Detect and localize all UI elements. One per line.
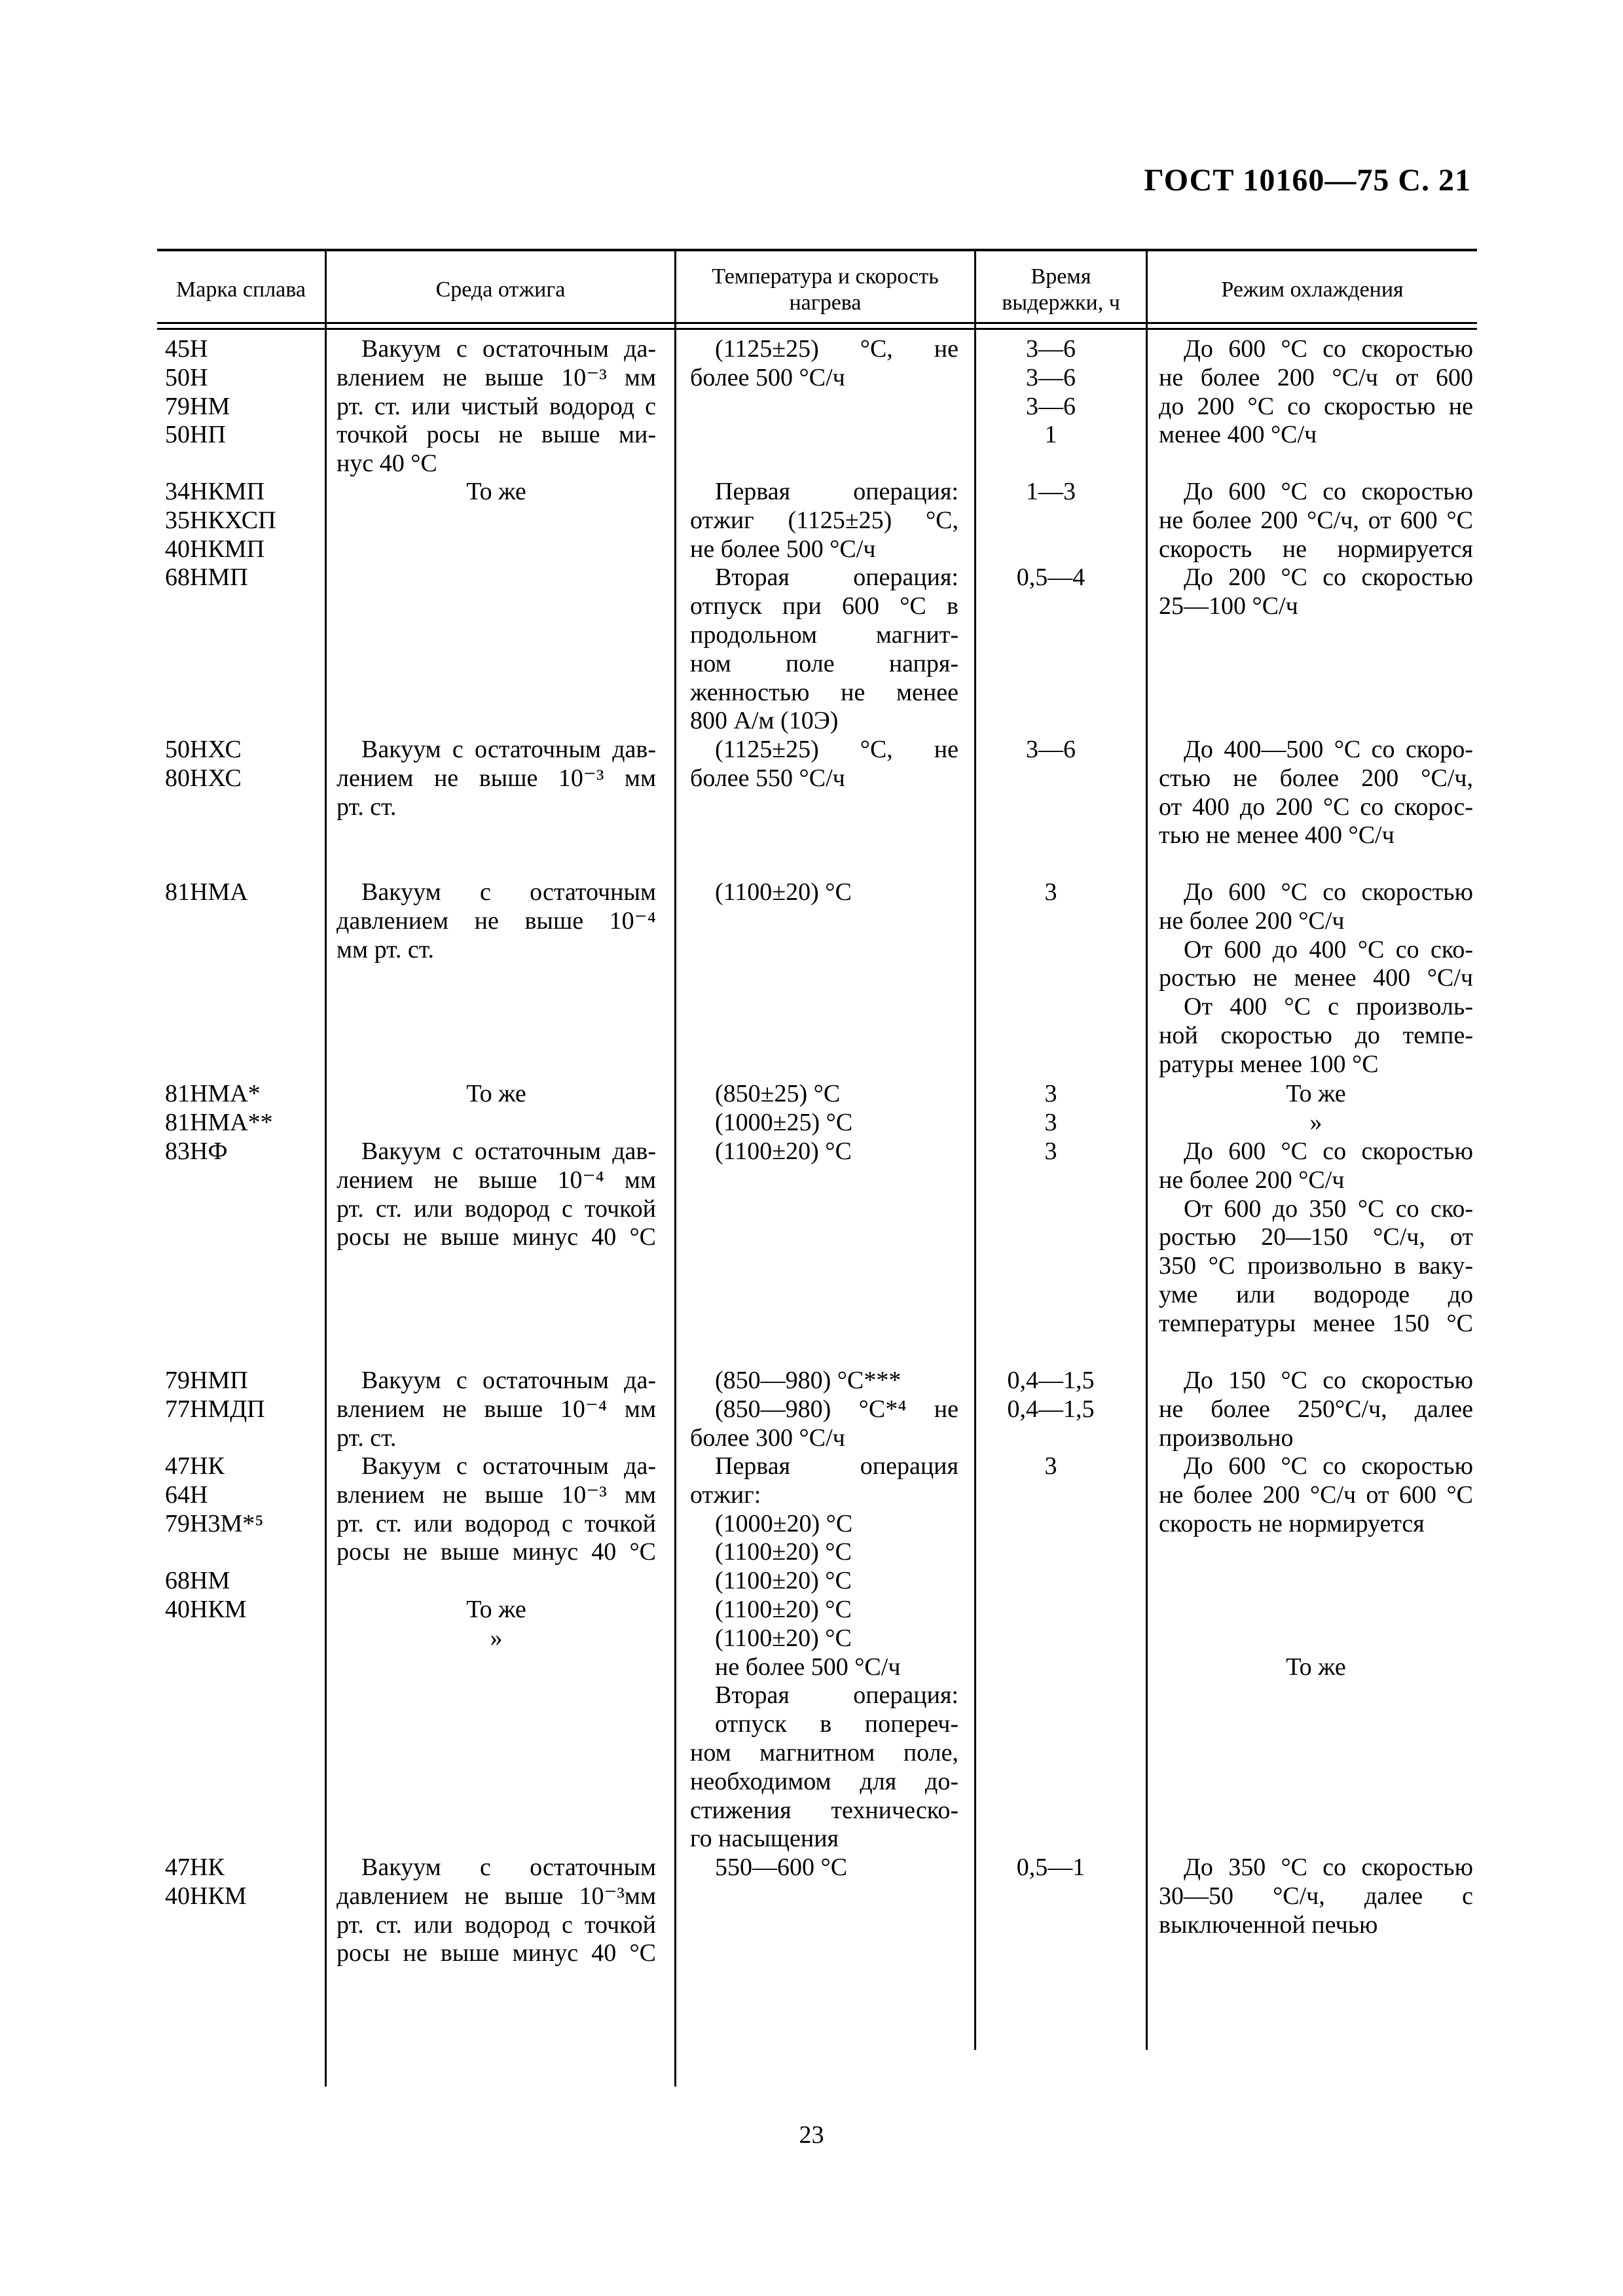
- table-cell-temp: [690, 1080, 958, 1166]
- cell-line: росы не выше минус 40 °С: [337, 1223, 656, 1251]
- cell-line: тью не менее 400 °С/ч: [1159, 821, 1395, 850]
- cell-line: 3: [1044, 1108, 1057, 1136]
- cell-line: 3—6: [1026, 363, 1076, 391]
- table-cell-time: [976, 335, 1126, 450]
- cell-line: рт. ст. или чистый водород с: [337, 392, 656, 420]
- cell-line: До 400—500 °С со скоро-: [1184, 736, 1473, 763]
- cell-line: 50НХС: [165, 736, 242, 763]
- cell-line: Вакуум с остаточным: [361, 878, 656, 906]
- table-cell-temp: [690, 1452, 958, 1854]
- table-cell-env: [337, 878, 656, 964]
- cell-line: То же: [466, 478, 526, 505]
- cell-line: Вакуум с остаточным дав-: [361, 736, 656, 763]
- cell-line: Первая операция: [715, 1452, 958, 1480]
- column-header-env-line: Среда отжига: [435, 278, 566, 302]
- cell-line: не более 200 °С/ч от 600: [1159, 363, 1473, 391]
- table-cell-time: [976, 736, 1126, 764]
- table-cell-cool: [1159, 1080, 1473, 1138]
- cell-line: рт. ст. или водород с точкой: [337, 1509, 656, 1537]
- cell-line: 68НМП: [165, 564, 248, 592]
- table-cell-env: [337, 1596, 656, 1653]
- cell-line: давлением не выше 10⁻³мм: [337, 1882, 656, 1910]
- cell-line: до 200 °С со скоростью не: [1159, 392, 1473, 420]
- cell-line: (850—980) °С*⁴ не: [715, 1395, 958, 1423]
- cell-line: более 550 °С/ч: [690, 764, 845, 792]
- cell-line: отпуск при 600 °С в: [690, 592, 958, 620]
- cell-line: необходимом для до-: [690, 1767, 958, 1795]
- table-cell-mark: [165, 1367, 316, 1424]
- cell-line: 0,5—1: [1016, 1854, 1085, 1881]
- table-cell-env: [337, 1452, 656, 1567]
- table-cell-cool: [1159, 335, 1473, 450]
- cell-line: отжиг (1125±25) °С,: [690, 506, 958, 534]
- cell-line: 83НФ: [165, 1137, 228, 1165]
- cell-line: 79Н3М*⁵: [165, 1509, 264, 1537]
- cell-line: 40НКМ: [165, 1882, 247, 1910]
- table-cell-cool: [1159, 1138, 1473, 1338]
- cell-line: 47НК: [165, 1452, 225, 1480]
- table-cell-env: [337, 736, 656, 821]
- cell-line: Вакуум с остаточным дав-: [361, 1138, 656, 1165]
- cell-line: рт. ст.: [337, 1424, 397, 1452]
- table-cell-temp: [690, 478, 958, 736]
- cell-line: росы не выше минус 40 °С: [337, 1939, 656, 1967]
- table-top-rule: [157, 249, 1477, 251]
- cell-line: До 600 °С со скоростью: [1184, 335, 1473, 363]
- cell-line: давлением не выше 10⁻⁴: [337, 906, 656, 935]
- table-cell-mark: [165, 878, 316, 907]
- cell-line: 40НКМП: [165, 535, 265, 563]
- cell-line: То же: [466, 1596, 526, 1623]
- table-cell-mark: [165, 1854, 316, 1911]
- cell-line: 81НМА**: [165, 1108, 273, 1136]
- cell-line: 800 А/м (10Э): [690, 707, 839, 735]
- table-cell-env: [337, 335, 656, 478]
- document-header-title: ГОСТ 10160—75 С. 21: [1144, 163, 1471, 198]
- column-header-time-line: выдержки, ч: [1002, 291, 1120, 315]
- cell-line: 45Н: [165, 335, 208, 363]
- cell-line: росы не выше минус 40 °С: [337, 1538, 656, 1566]
- table-cell-mark: [165, 1080, 316, 1166]
- cell-line: До 600 °С со скоростью: [1184, 878, 1473, 906]
- table-cell-mark: [165, 478, 316, 592]
- cell-line: [976, 507, 1126, 535]
- cell-line: Вакуум с остаточным: [361, 1854, 656, 1881]
- cell-line: Вторая операция:: [715, 1681, 958, 1710]
- cell-line: го насыщения: [690, 1825, 839, 1853]
- cell-line: 30—50 °С/ч, далее с: [1159, 1882, 1473, 1910]
- cell-line: 79НМ: [165, 392, 230, 420]
- cell-line: Первая операция:: [715, 478, 958, 505]
- cell-line: стью не более 200 °С/ч,: [1159, 764, 1473, 792]
- table-cell-temp: [690, 736, 958, 793]
- cell-line: 0,5—4: [1016, 564, 1085, 592]
- cell-line: мм рт. ст.: [337, 935, 434, 963]
- cell-line: 0,4—1,5: [1007, 1367, 1095, 1394]
- cell-line: 3—6: [1026, 392, 1076, 420]
- cell-line: (1100±20) °С: [715, 878, 852, 906]
- cell-line: Вакуум с остаточным да-: [361, 1367, 656, 1394]
- cell-line: точкой росы не выше ми-: [337, 421, 656, 449]
- cell-line: не более 200 °С/ч, от 600 °С: [1159, 506, 1473, 534]
- table-cell-cool: [1159, 1452, 1473, 1538]
- table-cell-mark: [165, 335, 316, 450]
- cell-line: 79НМП: [165, 1367, 248, 1394]
- cell-line: От 600 до 400 °С со ско-: [1184, 935, 1473, 963]
- cell-line: влением не выше 10⁻³ мм: [337, 363, 656, 391]
- table-cell-time: [976, 1854, 1126, 1882]
- cell-line: 50НП: [165, 421, 226, 449]
- cell-line: 3: [1044, 1080, 1057, 1107]
- column-header-temp-line: нагрева: [789, 291, 862, 315]
- table-header-rule-double: [157, 328, 1477, 330]
- cell-line: (1100±20) °С: [715, 1567, 852, 1595]
- cell-line: рт. ст. или водород с точкой: [337, 1910, 656, 1939]
- cell-line: До 600 °С со скоростью: [1184, 1138, 1473, 1165]
- cell-line: рт. ст. или водород с точкой: [337, 1194, 656, 1223]
- column-header-mark-line: Марка сплава: [176, 278, 306, 302]
- column-header-cool: [1148, 253, 1477, 327]
- cell-line: (1100±20) °С: [715, 1595, 852, 1623]
- cell-line: ном магнитном поле,: [690, 1738, 958, 1767]
- cell-line: (1125±25) °С, не: [715, 736, 958, 763]
- column-divider-4: [1146, 250, 1148, 2050]
- cell-line: (1000±25) °С: [715, 1108, 853, 1136]
- cell-line: До 150 °С со скоростью: [1184, 1367, 1473, 1394]
- cell-line: скорость не нормируется: [1159, 1509, 1425, 1537]
- table-cell-env: [337, 1854, 656, 1968]
- cell-line: 3—6: [1026, 736, 1076, 763]
- table-cell-cool: [1159, 478, 1473, 621]
- cell-line: рт. ст.: [337, 793, 397, 821]
- column-header-temp-line: Температура и скорость: [712, 264, 939, 289]
- cell-line: не более 500 °С/ч: [690, 535, 876, 563]
- cell-line: 40НКМ: [165, 1595, 247, 1623]
- cell-line: лением не выше 10⁻³ мм: [337, 764, 656, 792]
- cell-line: »: [1309, 1108, 1322, 1136]
- cell-line: (1100±20) °С: [715, 1624, 852, 1652]
- table-cell-env: [337, 1138, 656, 1252]
- cell-line: 81НМА: [165, 878, 248, 906]
- cell-line: не более 500 °С/ч: [715, 1653, 901, 1681]
- cell-line: 1—3: [1026, 478, 1076, 505]
- cell-line: (1100±20) °С: [715, 1538, 852, 1566]
- table-cell-temp: [690, 335, 958, 393]
- cell-line: 34НКМП: [165, 478, 265, 505]
- cell-line: [165, 1538, 316, 1567]
- cell-line: 3—6: [1026, 335, 1076, 363]
- table-cell-env: [337, 1080, 656, 1109]
- cell-line: То же: [466, 1080, 526, 1107]
- cell-line: 3: [1044, 1137, 1057, 1165]
- cell-line: ростью не менее 400 °С/ч: [1159, 964, 1473, 992]
- cell-line: 0,4—1,5: [1007, 1395, 1095, 1423]
- cell-line: более 300 °С/ч: [690, 1424, 845, 1452]
- cell-line: (1125±25) °С, не: [715, 335, 958, 363]
- column-header-mark: [157, 253, 325, 327]
- table-cell-cool: [1159, 1367, 1473, 1452]
- column-header-time-line: Время: [1030, 264, 1091, 289]
- cell-line: От 400 °С с произволь-: [1184, 993, 1473, 1021]
- table-cell-temp: [690, 878, 958, 907]
- cell-line: не более 200 °С/ч: [1159, 1166, 1345, 1194]
- cell-line: скорость не нормируется: [1159, 535, 1473, 563]
- table-cell-env: [337, 1367, 656, 1452]
- cell-line: 80НХС: [165, 764, 242, 792]
- cell-line: От 600 до 350 °С со ско-: [1184, 1194, 1473, 1223]
- cell-line: нус 40 °С: [337, 450, 437, 478]
- cell-line: Вакуум с остаточным да-: [361, 335, 656, 363]
- cell-line: отжиг:: [690, 1480, 761, 1509]
- cell-line: 350 °С произвольно в ваку-: [1159, 1252, 1473, 1280]
- column-divider-1: [325, 250, 327, 2087]
- cell-line: ной скоростью до темпе-: [1159, 1021, 1473, 1049]
- cell-line: 81НМА*: [165, 1080, 261, 1107]
- cell-line: До 600 °С со скоростью: [1184, 1452, 1473, 1480]
- table-cell-mark: [165, 736, 316, 793]
- cell-line: 35НКХСП: [165, 506, 276, 534]
- column-header-cool-line: Режим охлаждения: [1221, 278, 1404, 302]
- cell-line: До 350 °С со скоростью: [1184, 1854, 1473, 1881]
- column-header-time: [976, 253, 1146, 327]
- cell-line: Вакуум с остаточным да-: [361, 1452, 656, 1480]
- cell-line: 3: [1044, 1452, 1057, 1480]
- cell-line: 1: [1044, 421, 1057, 449]
- table-cell-temp: [690, 1367, 958, 1452]
- cell-line: уме или водороде до: [1159, 1280, 1473, 1308]
- cell-line: 3: [1044, 878, 1057, 906]
- cell-line: »: [490, 1624, 503, 1652]
- table-cell-cool: [1159, 1854, 1473, 1939]
- cell-line: То же: [1286, 1080, 1346, 1107]
- table-cell-time: [976, 1367, 1126, 1424]
- cell-line: не более 200 °С/ч от 600 °С: [1159, 1480, 1473, 1509]
- cell-line: температуры менее 150 °С: [1159, 1309, 1473, 1337]
- cell-line: 77НМДП: [165, 1395, 265, 1423]
- table-cell-mark: [165, 1452, 316, 1624]
- cell-line: [976, 535, 1126, 564]
- cell-line: 64Н: [165, 1480, 208, 1509]
- cell-line: не более 200 °С/ч: [1159, 906, 1345, 935]
- cell-line: (1100±20) °С: [715, 1137, 852, 1165]
- cell-line: более 500 °С/ч: [690, 363, 845, 391]
- cell-line: 50Н: [165, 363, 208, 391]
- column-header-env: [327, 253, 674, 327]
- cell-line: ном поле напря-: [690, 649, 958, 677]
- cell-line: лением не выше 10⁻⁴ мм: [337, 1166, 656, 1194]
- column-header-temp: [676, 253, 974, 327]
- cell-line: 68НМ: [165, 1567, 230, 1595]
- cell-line: Вторая операция:: [715, 564, 958, 592]
- cell-line: (1000±20) °С: [715, 1509, 853, 1537]
- table-cell-time: [976, 1452, 1126, 1481]
- cell-line: 550—600 °С: [715, 1854, 848, 1881]
- cell-line: произвольно: [1159, 1424, 1294, 1452]
- page-number: 23: [799, 2121, 824, 2149]
- cell-line: ростью 20—150 °С/ч, от: [1159, 1223, 1473, 1251]
- table-cell-time: [976, 878, 1126, 907]
- cell-line: стижения техническо-: [690, 1796, 958, 1824]
- cell-line: 47НК: [165, 1854, 225, 1881]
- cell-line: (850—980) °С***: [715, 1367, 902, 1394]
- column-divider-2: [674, 250, 676, 2087]
- table-cell-time: [976, 1080, 1126, 1166]
- cell-line: женностью не менее: [690, 678, 958, 706]
- cell-line: отпуск в попереч-: [715, 1710, 958, 1738]
- cell-line: До 200 °С со скоростью: [1184, 564, 1473, 592]
- cell-line: 25—100 °С/ч: [1159, 592, 1298, 620]
- cell-line: от 400 до 200 °С со скорос-: [1159, 793, 1473, 821]
- table-cell-cool: [1159, 1653, 1473, 1682]
- table-cell-temp: [690, 1854, 958, 1882]
- cell-line: выключенной печью: [1159, 1910, 1378, 1939]
- cell-line: (850±25) °С: [715, 1080, 841, 1107]
- cell-line: не более 250°С/ч, далее: [1159, 1395, 1473, 1423]
- table-cell-cool: [1159, 736, 1473, 850]
- cell-line: До 600 °С со скоростью: [1184, 478, 1473, 505]
- table-cell-env: [337, 478, 656, 507]
- cell-line: менее 400 °С/ч: [1159, 421, 1317, 449]
- table-cell-cool: [1159, 878, 1473, 1079]
- table-cell-time: [976, 478, 1126, 592]
- cell-line: влением не выше 10⁻³ мм: [337, 1480, 656, 1509]
- cell-line: ратуры менее 100 °С: [1159, 1050, 1379, 1078]
- cell-line: влением не выше 10⁻⁴ мм: [337, 1395, 656, 1423]
- cell-line: продольном магнит-: [690, 620, 958, 649]
- cell-line: То же: [1286, 1653, 1346, 1681]
